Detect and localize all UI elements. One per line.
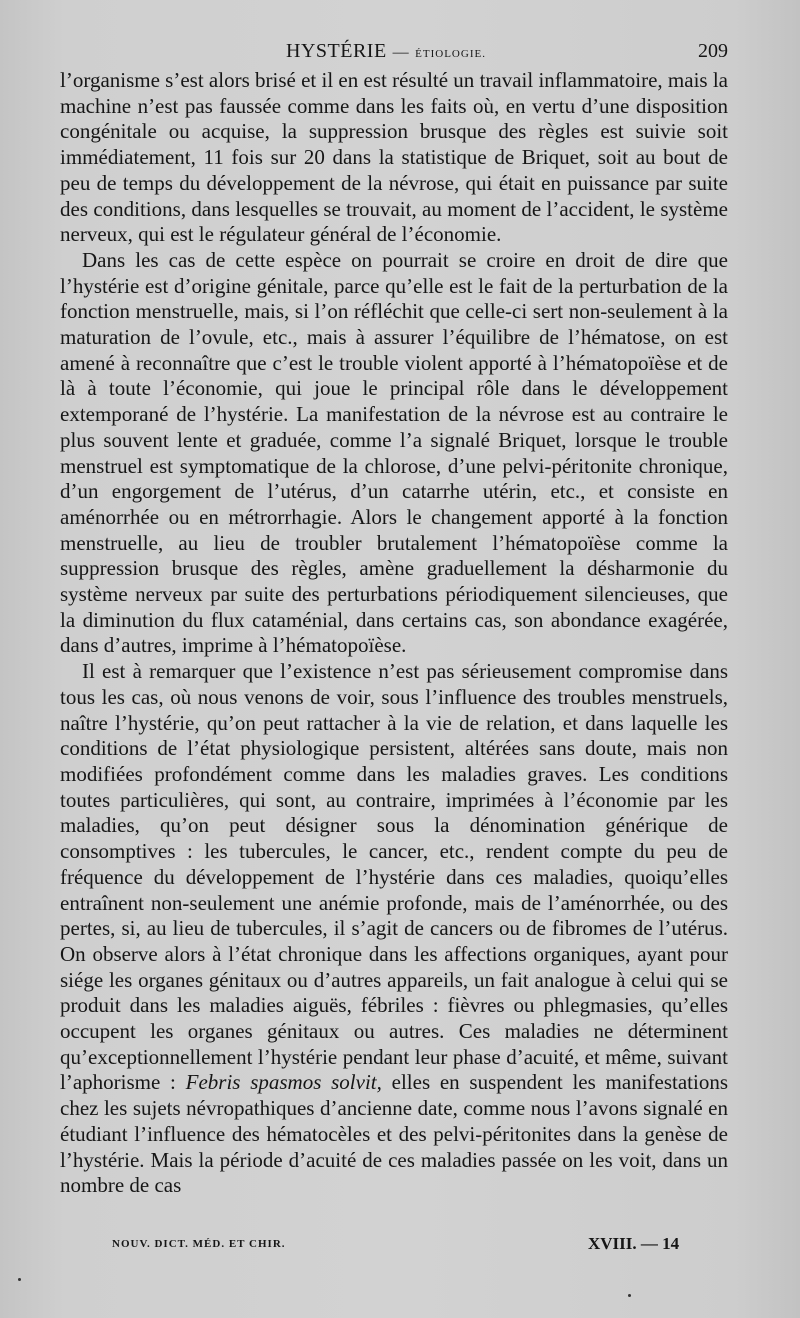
- print-speck: [18, 1278, 21, 1281]
- paragraph-3: [60, 659, 728, 1199]
- running-header: [60, 40, 728, 70]
- main-text: [60, 68, 728, 1199]
- paragraph-3-start: Il est à remarquer que l’existence n’est pas sérieusement compromise dans tous les cas, où nous venons de voir, sous l’influence des troubles menstruels, naître l’hystérie, qu’on peut rattacher à la vie de relation, et dans laquelle les conditions de l’état physiologique persistent, altérées sans doute, mais non modifiées profondément comme dans les maladies graves. Les conditions toutes particulières, qui sont, au contraire, imprimées à l’économie par les maladies, qu’on peut désigner sous la dénomination générique de consomptives : les tubercules, le cancer, etc., rendent compte du peu de fréquence du développement de l’hystérie dans ces maladies, quoiqu’elles entraînent non-seulement une anémie profonde, mais de l’aménorrhée, ou des pertes, si, au lieu de tubercules, il s’agit de cancers ou de fibromes de l’utérus. On observe alors à l’état chronique dans les affections organiques, ayant pour siége les organes génitaux ou d’autres appareils, un fait analogue à celui qui se produit dans les maladies aiguës, fébriles : fièvres ou phlegmasies, qu’elles occupent les organes génitaux ou autres. Ces maladies ne déterminent qu’exceptionnellement l’hystérie pendant leur phase d’acuité, et même, suivant l’aphorisme :: [60, 659, 728, 1095]
- footer-publication: NOUV. DICT. MÉD. ET CHIR.: [112, 1238, 286, 1250]
- running-title-main: HYSTÉRIE: [286, 40, 387, 62]
- page-footer: [60, 1234, 728, 1262]
- paragraph-1: l’organisme s’est alors brisé et il en est résulté un travail inflammatoire, mais la machine n’est pas faussée comme dans les faits où, en vertu d’une disposition congénitale ou acquise, la suppression brusque des règles est suivie soit immédiatement, 11 fois sur 20 dans la statistique de Briquet, soit au bout de peu de temps du développement de la névrose, qui était en puissance par suite des conditions, dans lesquelles se trouvait, au moment de l’accident, le système nerveux, qui est le régulateur général de l’économie.: [60, 68, 728, 247]
- running-title-separator: —: [392, 44, 410, 61]
- paragraph-2: Dans les cas de cette espèce on pourrait se croire en droit de dire que l’hystérie est d’origine génitale, parce qu’elle est le fait de la perturbation de la fonction menstruelle, mais, si l’on réfléchit que celle-ci sert non-seulement à la maturation de l’ovule, etc., mais à assurer l’équilibre de l’hématose, on est amené à reconnaître que c’est le trouble violent apporté à l’hématopoïèse et de là à toute l’économie, qui joue le principal rôle dans le développement extemporané de l’hystérie. La manifestation de la névrose est au contraire le plus souvent lente et graduée, comme l’a signalé Briquet, lorsque le trouble menstruel est symptomatique de la chlorose, d’une pelvi-péritonite chronique, d’un engorgement de l’utérus, d’un catarrhe utérin, etc., et consiste en aménorrhée ou en métrorrhagie. Alors le changement apporté à la fonction menstruelle, au lieu de troubler brutalement l’hématopoïèse comme la suppression brusque des règles, amène graduellement la désharmonie du système nerveux par suite des perturbations périodiquement silencieuses, que la diminution du flux cataménial, dans certains cas, son abondance exagérée, dans d’autres, imprime à l’hématopoïèse.: [60, 247, 728, 658]
- footer-volume-signature: XVIII. — 14: [588, 1234, 680, 1253]
- running-title: [286, 40, 486, 63]
- paragraph-3-end: elles en suspendent les manifestations chez les sujets névropathiques d’ancienne date, comme nous l’avons signalé en étudiant l’influence des hématocèles et des pelvi-péritonites dans la genèse de l’hystérie. Mais la période d’acuité de ces maladies passée on les voit, dans un nombre de cas: [60, 1070, 729, 1198]
- aphorism-quote: Febris spasmos solvit,: [185, 1070, 382, 1095]
- print-speck: [628, 1294, 631, 1297]
- page-number: 209: [698, 40, 728, 62]
- running-title-section: ÉTIOLOGIE.: [415, 48, 486, 60]
